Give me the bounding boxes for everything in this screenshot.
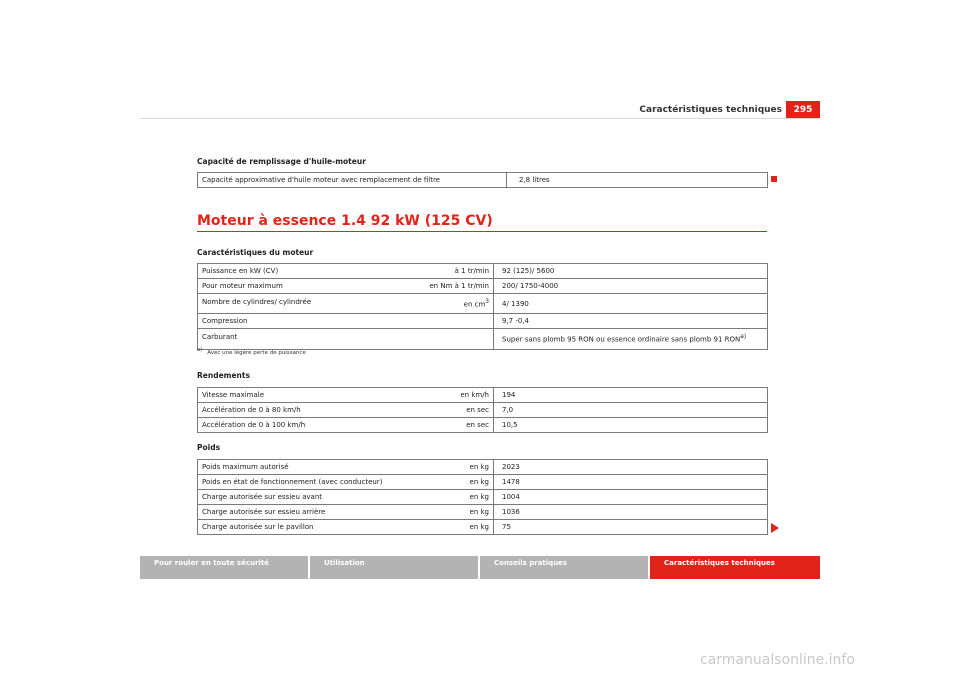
table-row [198,294,768,314]
row-label: Puissance en kW (CV) [198,264,426,279]
oil-capacity-label: Capacité approximative d'huile moteur avec remplacement de filtre [198,173,507,188]
row-unit [425,314,494,329]
triangle-next-icon [771,523,779,533]
row-unit: en kg [425,505,494,520]
row-unit: à 1 tr/min [425,264,494,279]
row-unit: en kg [425,490,494,505]
row-label: Compression [198,314,426,329]
row-unit: en kg [425,520,494,535]
footnote-reference: a) [740,334,747,341]
row-unit: en km/h [425,388,494,403]
row-unit [425,294,494,314]
engine-characteristics-heading: Caractéristiques du moteur [197,248,314,257]
table-row [198,418,768,433]
title-underline [197,231,767,232]
table-row [198,403,768,418]
engine-section-title: Moteur à essence 1.4 92 kW (125 CV) [197,213,493,229]
header-divider [140,118,820,119]
row-label: Vitesse maximale [198,388,426,403]
unit-superscript: 3 [485,299,489,305]
performance-table [197,387,768,433]
row-value [494,329,768,349]
oil-capacity-table [197,172,768,188]
page-number: 295 [786,101,820,119]
row-value: 10,5 [494,418,768,433]
row-unit [425,329,494,349]
table-row [198,388,768,403]
row-unit: en sec [425,403,494,418]
table-row [198,505,768,520]
unit-text: en cm [463,300,486,309]
row-value: 2023 [494,460,768,475]
footer-tab-operation[interactable]: Utilisation [310,556,478,579]
row-value: 1478 [494,475,768,490]
table-row [198,264,768,279]
weights-heading: Poids [197,443,221,452]
footnote-text: Avec une légère perte de puissance [207,349,306,356]
footer-tab-practical-tips[interactable]: Conseils pratiques [480,556,648,579]
row-unit: en kg [425,475,494,490]
footnote-mark: a) [197,347,203,353]
table-row [198,173,768,188]
row-unit: en kg [425,460,494,475]
row-value: 75 [494,520,768,535]
row-label: Charge autorisée sur essieu arrière [198,505,426,520]
table-row [198,279,768,294]
row-label: Accélération de 0 à 80 km/h [198,403,426,418]
performance-heading: Rendements [197,371,250,380]
table-row [198,475,768,490]
row-value: 9,7 -0,4 [494,314,768,329]
row-label: Poids en état de fonctionnement (avec conducteur) [198,475,426,490]
oil-capacity-value: 2,8 litres [507,173,768,188]
table-row [198,520,768,535]
page-header-title: Caractéristiques techniques [639,105,782,115]
row-value: 1036 [494,505,768,520]
row-unit: en Nm à 1 tr/min [425,279,494,294]
table-row [198,490,768,505]
footer-tab-technical-data[interactable]: Caractéristiques techniques [650,556,820,579]
row-unit: en sec [425,418,494,433]
weights-table [197,459,768,535]
value-text: Super sans plomb 95 RON ou essence ordinaire sans plomb 91 RON [502,335,741,344]
row-value: 7,0 [494,403,768,418]
square-end-icon [771,176,777,182]
watermark-text: carmanualsonline.info [700,652,855,668]
table-row [198,460,768,475]
row-label: Nombre de cylindres/ cylindrée [198,294,426,314]
row-value: 200/ 1750-4000 [494,279,768,294]
row-label: Poids maximum autorisé [198,460,426,475]
row-value: 194 [494,388,768,403]
row-label: Charge autorisée sur le pavillon [198,520,426,535]
oil-capacity-heading: Capacité de remplissage d'huile-moteur [197,157,366,166]
row-label: Carburant [198,329,426,349]
engine-characteristics-table [197,263,768,350]
footnote [197,347,306,356]
table-row [198,314,768,329]
row-value: 1004 [494,490,768,505]
row-value: 92 (125)/ 5600 [494,264,768,279]
row-label: Accélération de 0 à 100 km/h [198,418,426,433]
row-label: Pour moteur maximum [198,279,426,294]
row-label: Charge autorisée sur essieu avant [198,490,426,505]
footer-tab-safety[interactable]: Pour rouler en toute sécurité [140,556,308,579]
row-value: 4/ 1390 [494,294,768,314]
